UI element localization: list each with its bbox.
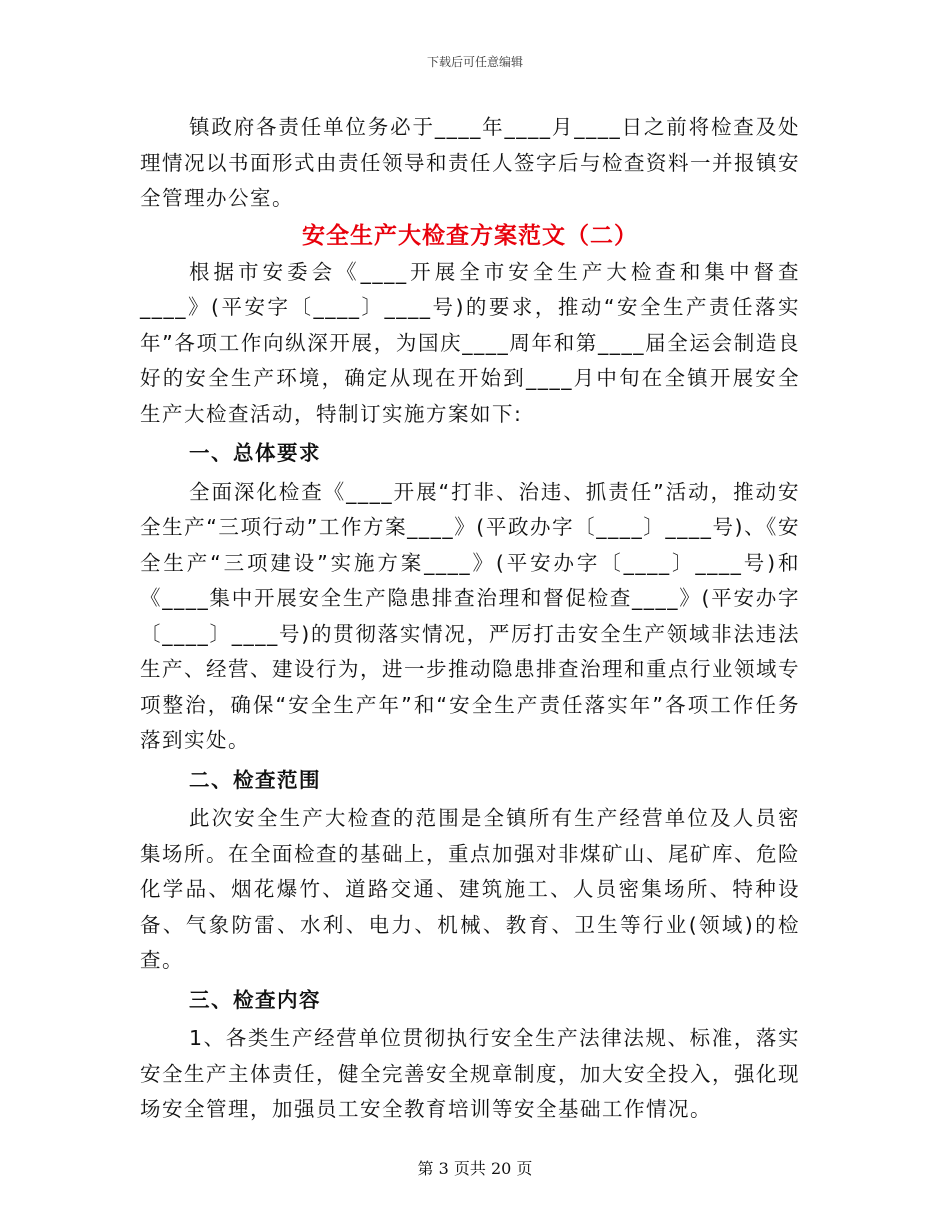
heading-general-requirements: 一、总体要求	[189, 441, 321, 465]
intro-paragraph: 镇政府各责任单位务必于____年____月____日之前将检查及处理情况以书面形式由责任领导和责任人签字后与检查资料一并报镇安全管理办公室。	[140, 115, 800, 210]
paragraph-inspection-content-1: 1、各类生产经营单位贯彻执行安全生产法律法规、标准，落实安全生产主体责任，健全完善安全规章制度，加大安全投入，强化现场安全管理，加强员工安全教育培训等安全基础工作情况。	[140, 1026, 800, 1121]
heading-inspection-content: 三、检查内容	[189, 987, 321, 1012]
document-body	[140, 110, 800, 1128]
paragraph-general-requirements: 全面深化检查《____开展“打非、治违、抓责任”活动，推动安全生产“三项行动”工作方案____》(平政办字〔____〕____号)、《安全生产“三项建设”实施方案____》(平安办字〔____〕____号)和《____集中开展安全生产隐患排查治理和督促检查____》(平安办字〔____〕____号)的贯彻落实情况，严厉打击安全生产领域非法违法生产、经营、建设行为，进一步推动隐患排查治理和重点行业领域专项整治，确保“安全生产年”和“安全生产责任落实年”各项工作任务落到实处。	[140, 479, 800, 752]
page-number: 第 3 页共 20 页	[417, 1159, 533, 1178]
heading-inspection-scope: 二、检查范围	[189, 767, 321, 792]
paragraph-inspection-scope: 此次安全生产大检查的范围是全镇所有生产经营单位及人员密集场所。在全面检查的基础上，重点加强对非煤矿山、尾矿库、危险化学品、烟花爆竹、道路交通、建筑施工、人员密集场所、特种设备、气象防雷、水利、电力、机械、教育、卫生等行业(领域)的检查。	[140, 806, 800, 972]
page-header-note: 下载后可任意编辑	[426, 55, 523, 69]
paragraph-basis: 根据市安委会《____开展全市安全生产大检查和集中督查____》(平安字〔____〕____号)的要求，推动“安全生产责任落实年”各项工作向纵深开展，为国庆____周年和第____届全运会制造良好的安全生产环境，确定从现在开始到____月中旬在全镇开展安全生产大检查活动，特制订实施方案如下:	[140, 259, 800, 426]
section-title: 安全生产大检查方案范文（二）	[302, 222, 638, 249]
